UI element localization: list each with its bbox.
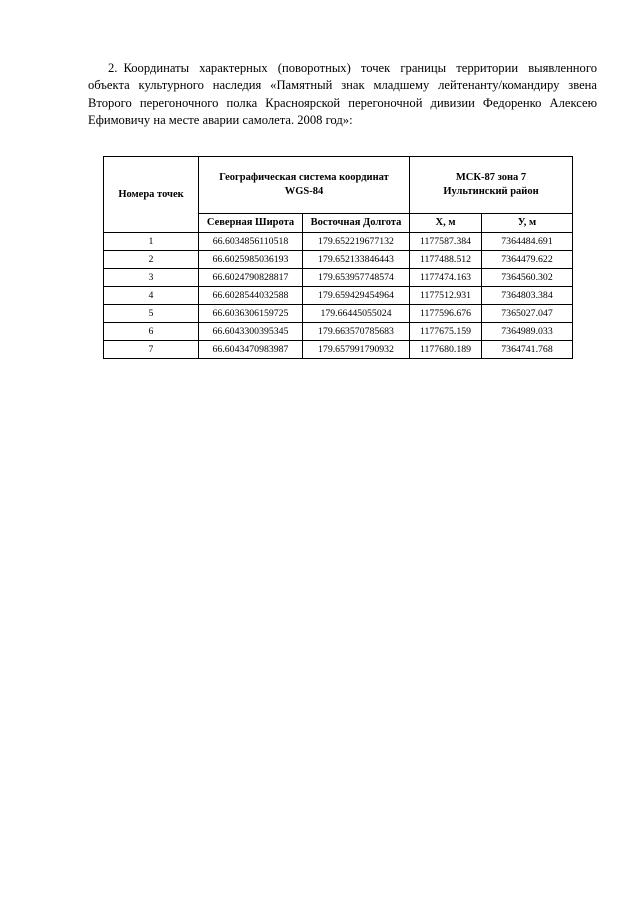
header-x: Х, м: [410, 214, 482, 233]
cell-y: 7364741.768: [482, 341, 573, 359]
cell-x: 1177587.384: [410, 233, 482, 251]
cell-point-number: 6: [104, 323, 199, 341]
cell-y: 7364484.691: [482, 233, 573, 251]
cell-latitude: 66.6036306159725: [199, 305, 303, 323]
cell-x: 1177488.512: [410, 251, 482, 269]
cell-longitude: 179.653957748574: [303, 269, 410, 287]
cell-x: 1177596.676: [410, 305, 482, 323]
header-geo-line2: WGS-84: [284, 186, 324, 197]
cell-point-number: 3: [104, 269, 199, 287]
table-row: [104, 287, 573, 305]
paragraph-text: Координаты характерных (поворотных) точек границы территории выявленного объекта культурного наследия «Памятный знак младшему лейтенанту/командиру звена Второго перегоночного полка Красноярской перегоночной дивизии Федоренко Алексею Ефимовичу на месте аварии самолета. 2008 год»:: [88, 61, 597, 128]
cell-latitude: 66.6034856110518: [199, 233, 303, 251]
cell-longitude: 179.652133846443: [303, 251, 410, 269]
table-row: [104, 251, 573, 269]
cell-x: 1177680.189: [410, 341, 482, 359]
cell-x: 1177675.159: [410, 323, 482, 341]
cell-point-number: 2: [104, 251, 199, 269]
cell-y: 7365027.047: [482, 305, 573, 323]
cell-longitude: 179.663570785683: [303, 323, 410, 341]
intro-paragraph: [88, 60, 597, 130]
cell-x: 1177474.163: [410, 269, 482, 287]
cell-latitude: 66.6043300395345: [199, 323, 303, 341]
header-longitude: Восточная Долгота: [303, 214, 410, 233]
cell-y: 7364803.384: [482, 287, 573, 305]
table-row: [104, 323, 573, 341]
cell-latitude: 66.6028544032588: [199, 287, 303, 305]
table-row: [104, 233, 573, 251]
header-msk-line2: Иультинский район: [443, 186, 539, 197]
table-row: [104, 341, 573, 359]
cell-point-number: 1: [104, 233, 199, 251]
cell-latitude: 66.6025985036193: [199, 251, 303, 269]
header-msk-system: [410, 157, 573, 214]
header-msk-line1: МСК-87 зона 7: [455, 172, 527, 183]
header-latitude: Северная Широта: [199, 214, 303, 233]
header-geo-line1: Географическая система координат: [219, 172, 389, 183]
cell-latitude: 66.6043470983987: [199, 341, 303, 359]
cell-latitude: 66.6024790828817: [199, 269, 303, 287]
cell-y: 7364479.622: [482, 251, 573, 269]
cell-y: 7364560.302: [482, 269, 573, 287]
cell-y: 7364989.033: [482, 323, 573, 341]
cell-longitude: 179.66445055024: [303, 305, 410, 323]
header-point-numbers: Номера точек: [104, 157, 199, 233]
cell-longitude: 179.652219677132: [303, 233, 410, 251]
cell-point-number: 4: [104, 287, 199, 305]
header-y: У, м: [482, 214, 573, 233]
cell-point-number: 7: [104, 341, 199, 359]
coordinates-table: [103, 156, 573, 359]
cell-point-number: 5: [104, 305, 199, 323]
table-row: [104, 269, 573, 287]
table-row: [104, 305, 573, 323]
paragraph-number: 2.: [108, 61, 118, 75]
cell-x: 1177512.931: [410, 287, 482, 305]
header-geo-system: [199, 157, 410, 214]
cell-longitude: 179.657991790932: [303, 341, 410, 359]
cell-longitude: 179.659429454964: [303, 287, 410, 305]
